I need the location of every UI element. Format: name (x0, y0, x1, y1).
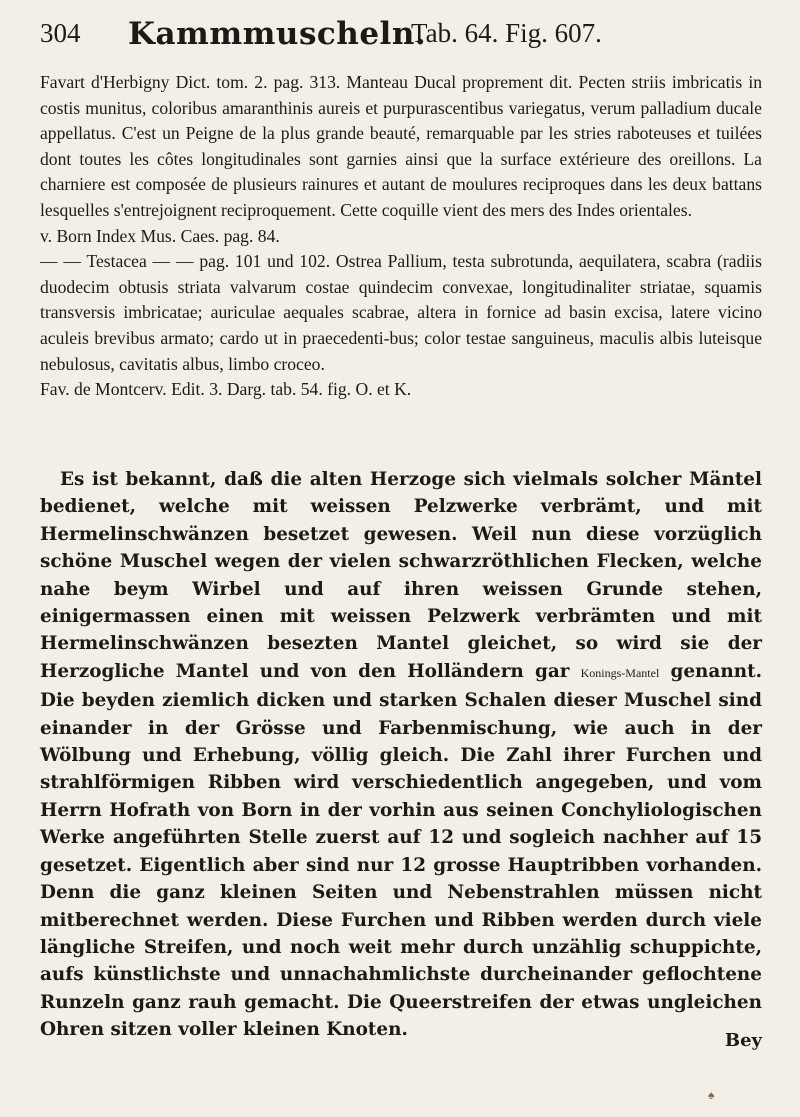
main-text-part2: genannt. Die beyden ziemlich dicken und starken Schalen dieser Muschel sind einander in der Grösse und Farbenmischung, wie auch in der Wölbung und Erhebung, völlig gleich. Die Zahl ihrer Furchen und strahlförmigen Ribben wird verschiedentlich angegeben, und vom Herrn Hofrath von Born in der vorhin aus seinen Conchyliologischen Werke angeführten Stelle zuerst auf 12 und sogleich nachher auf 15 gesetzet. Eigentlich aber sind nur 12 grosse Hauptribben vorhanden. Denn die ganz kleinen Seiten und Nebenstrahlen müssen nicht mitberechnet werden. Diese Furchen und Ribben werden durch viele längliche Streifen, und noch weit mehr durch unzählig schuppichte, aufs künstlichste und unnachahmlichste durcheinander geflochtene Runzeln ganz rauh gemacht. Die Queerstreifen der etwas ungleichen Ohren sitzen voller kleinen Knoten. (40, 660, 762, 1041)
running-title: Kammmuscheln. (128, 16, 427, 52)
main-text (40, 466, 762, 1044)
page-header (40, 8, 760, 56)
dutch-term: Konings-Mantel (580, 665, 660, 680)
reference-favart: Favart d'Herbigny Dict. tom. 2. pag. 313. Manteau Ducal proprement dit. Pecten striis imbricatis in costis munitus, coloribus amaranthinis aureis et purpurascentibus variegatus, verum palladium ducale appellatus. C'est un Peigne de la plus grande beauté, remarquable par les stries raboteuses et tuilées dont toutes les côtes longitudinales sont garnies ainsi que la surface extérieure des oreillons. La charniere est composée de plusieurs rainures et autant de moulures reciproques dans les deux battans lesquelles s'entrejoignent reciproquement. Cette coquille vient des mers des Indes orientales. (40, 72, 762, 220)
main-paragraph (40, 466, 762, 1044)
catchword: Bey (724, 1030, 762, 1051)
reference-montcerv: Fav. de Montcerv. Edit. 3. Darg. tab. 54. fig. O. et K. (40, 379, 412, 400)
main-text-part1: Es ist bekannt, daß die alten Herzoge sich vielmals solcher Mäntel bedienet, welche mit weissen Pelzwerke verbrämt, und mit Hermelinschwänzen besetzet gewesen. Weil nun diese vorzüglich schöne Muschel wegen der vielen schwarzröthlichen Flecken, welche nahe beym Wirbel und auf ihren weissen Grunde stehen, einigermassen einen mit weissen Pelzwerk verbrämten und mit Hermelinschwänzen besezten Mantel gleichet, so wird sie der Herzogliche Mantel und von den Holländern gar (40, 469, 762, 682)
reference-born-index: v. Born Index Mus. Caes. pag. 84. (40, 225, 280, 246)
ink-mark: ♠ (708, 1088, 715, 1102)
reference-born-testacea: — — Testacea — — pag. 101 und 102. Ostrea Pallium, testa subrotunda, aequilatera, scabra (radiis duodecim obtusis striata valvarum costae quindecim convexae, longitudinaliter striatae, squamis transversis imbricatae; auriculae aequales scabrae, altera in fornice ad basin excisa, latere vicino aculeis brevibus armato; cardo ut in praecedenti-bus; color testae sanguineus, maculis albis luteisque nebulosus, cavitatis albus, limbo croceo. (40, 251, 762, 374)
page-number: 304 (40, 18, 81, 48)
bibliographic-references (40, 70, 762, 403)
plate-reference: Tab. 64. Fig. 607. (411, 18, 602, 48)
